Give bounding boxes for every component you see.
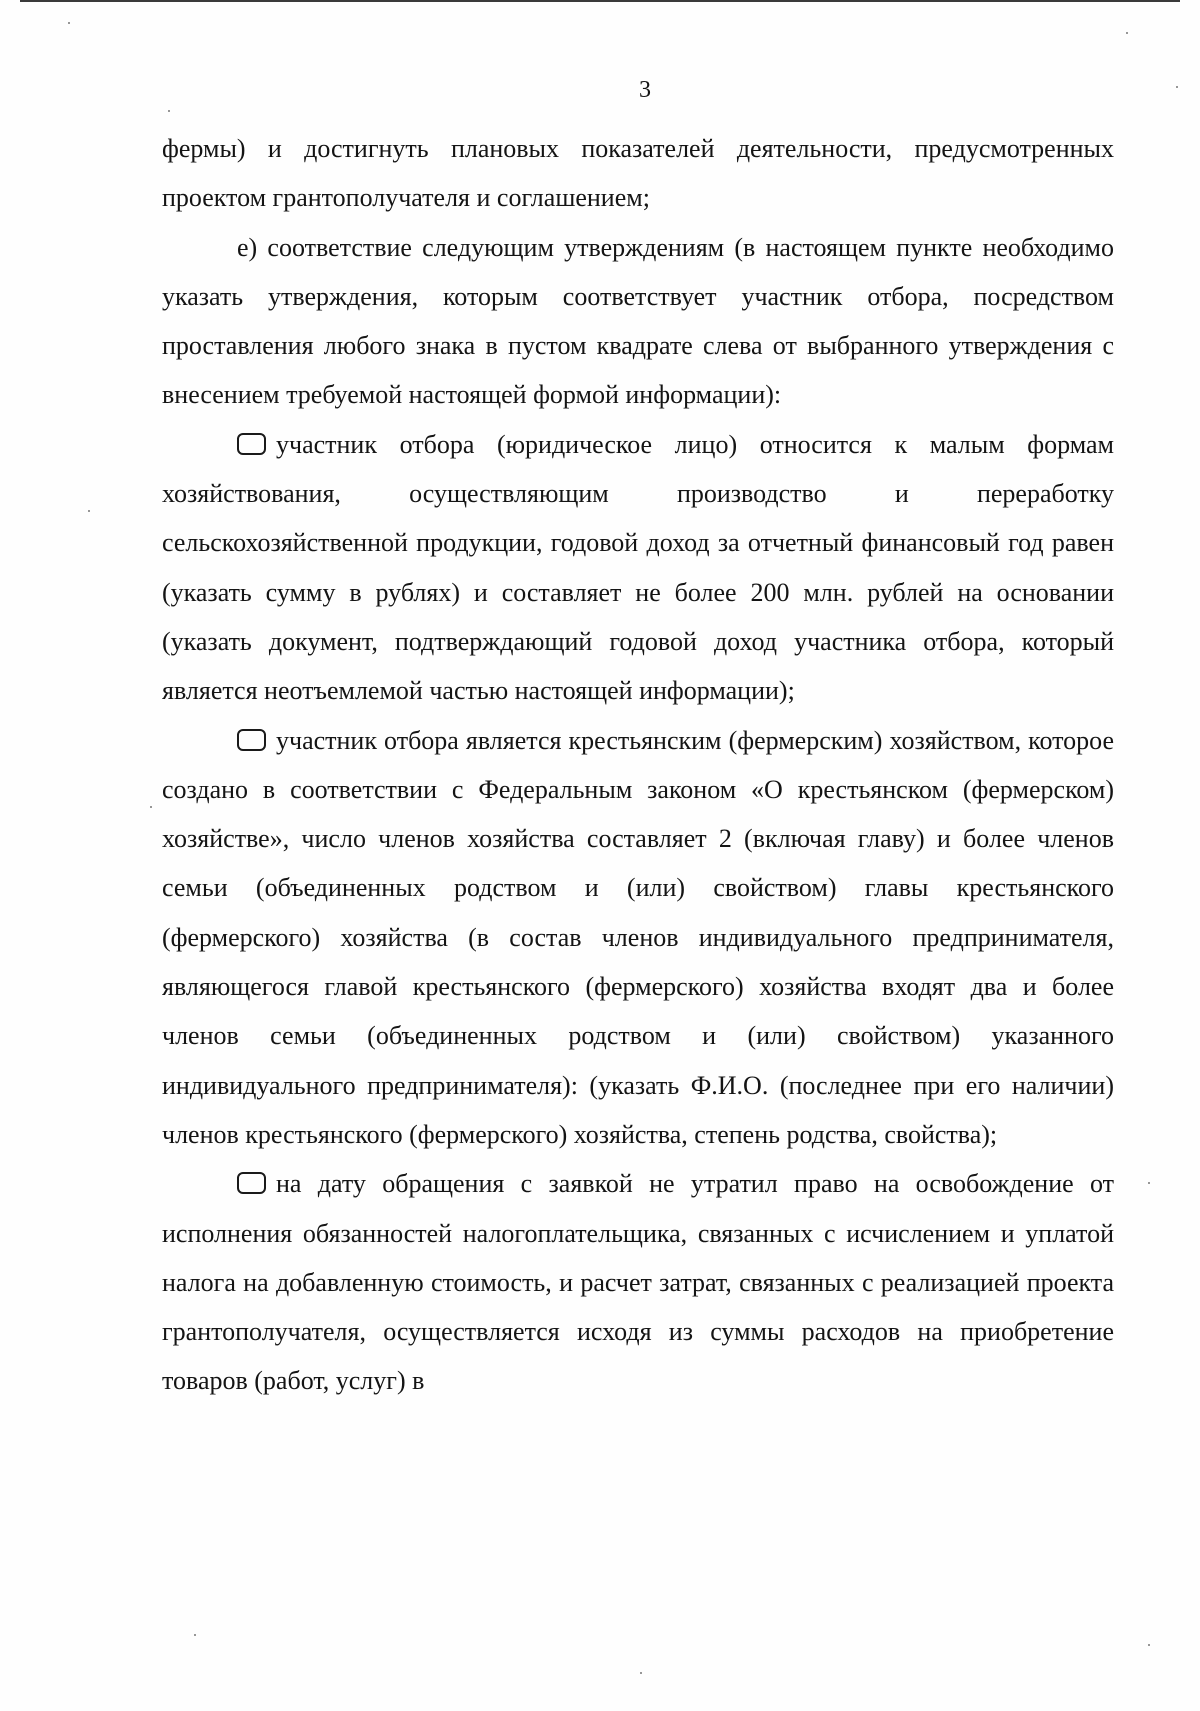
scan-speck (1126, 32, 1128, 34)
paragraph-vat-exempt (162, 1159, 1114, 1405)
checkbox-legal-entity[interactable] (237, 433, 266, 455)
document-body (162, 124, 1114, 1406)
scan-speck (1148, 1182, 1150, 1184)
checkbox-peasant-farm[interactable] (237, 729, 266, 751)
checkbox-vat-exempt[interactable] (237, 1172, 266, 1194)
paragraph-item-e: е) соответствие следующим утверждениям (в настоящем пункте необходимо указать утверждения, которым соответствует участник отбора, посредством проставления любого знака в пустом квадрате слева от выбранного утверждения с внесением требуемой настоящей формой информации): (162, 232, 1114, 410)
scan-speck (1148, 1644, 1150, 1646)
statement-peasant-farm-text: участник отбора является крестьянским (фермерским) хозяйством, которое создано в соответствии с Федеральным законом «О крестьянском (фермерском) хозяйстве», число членов хозяйства составляет 2 (включая главу) и более членов семьи (объединенных родством и (или) свойством) главы крестьянского (фермерского) хозяйства (в состав членов индивидуального предпринимателя, являющегося главой крестьянского (фермерского) хозяйства входят два и более членов семьи (объединенных родством и (или) свойством) указанного индивидуального предпринимателя): (указать Ф.И.О. (последнее при его наличии) членов крестьянского (фермерского) хозяйства, степень родства, свойства); (162, 725, 1114, 1149)
scan-speck (640, 1672, 642, 1674)
statement-vat-exempt-text: на дату обращения с заявкой не утратил право на освобождение от исполнения обязанностей налогоплательщика, связанных с исчислением и уплатой налога на добавленную стоимость, и расчет затрат, связанных с реализацией проекта грантополучателя, осуществляется исходя из суммы расходов на приобретение товаров (работ, услуг) в (162, 1169, 1114, 1396)
paragraph-intro-continuation: фермы) и достигнуть плановых показателей деятельности, предусмотренных проектом грантополучателя и соглашением; (162, 134, 1114, 213)
scan-speck (168, 110, 170, 112)
paragraph-peasant-farm (162, 716, 1114, 1160)
statement-legal-entity-text: участник отбора (юридическое лицо) относится к малым формам хозяйствования, осуществляющим производство и переработку сельскохозяйственной продукции, годовой доход за отчетный финансовый год равен (указать сумму в рублях) и составляет не более 200 млн. рублей на основании (указать документ, подтверждающий годовой доход участника отбора, который является неотъемлемой частью настоящей информации); (162, 429, 1114, 706)
scan-speck (194, 1634, 196, 1636)
paragraph-legal-entity (162, 420, 1114, 716)
scan-speck (68, 22, 70, 24)
scan-top-edge (20, 0, 1180, 2)
page-number: 3 (639, 77, 651, 103)
scan-speck (150, 806, 152, 808)
scan-speck (88, 510, 90, 512)
scan-speck (1176, 86, 1178, 88)
